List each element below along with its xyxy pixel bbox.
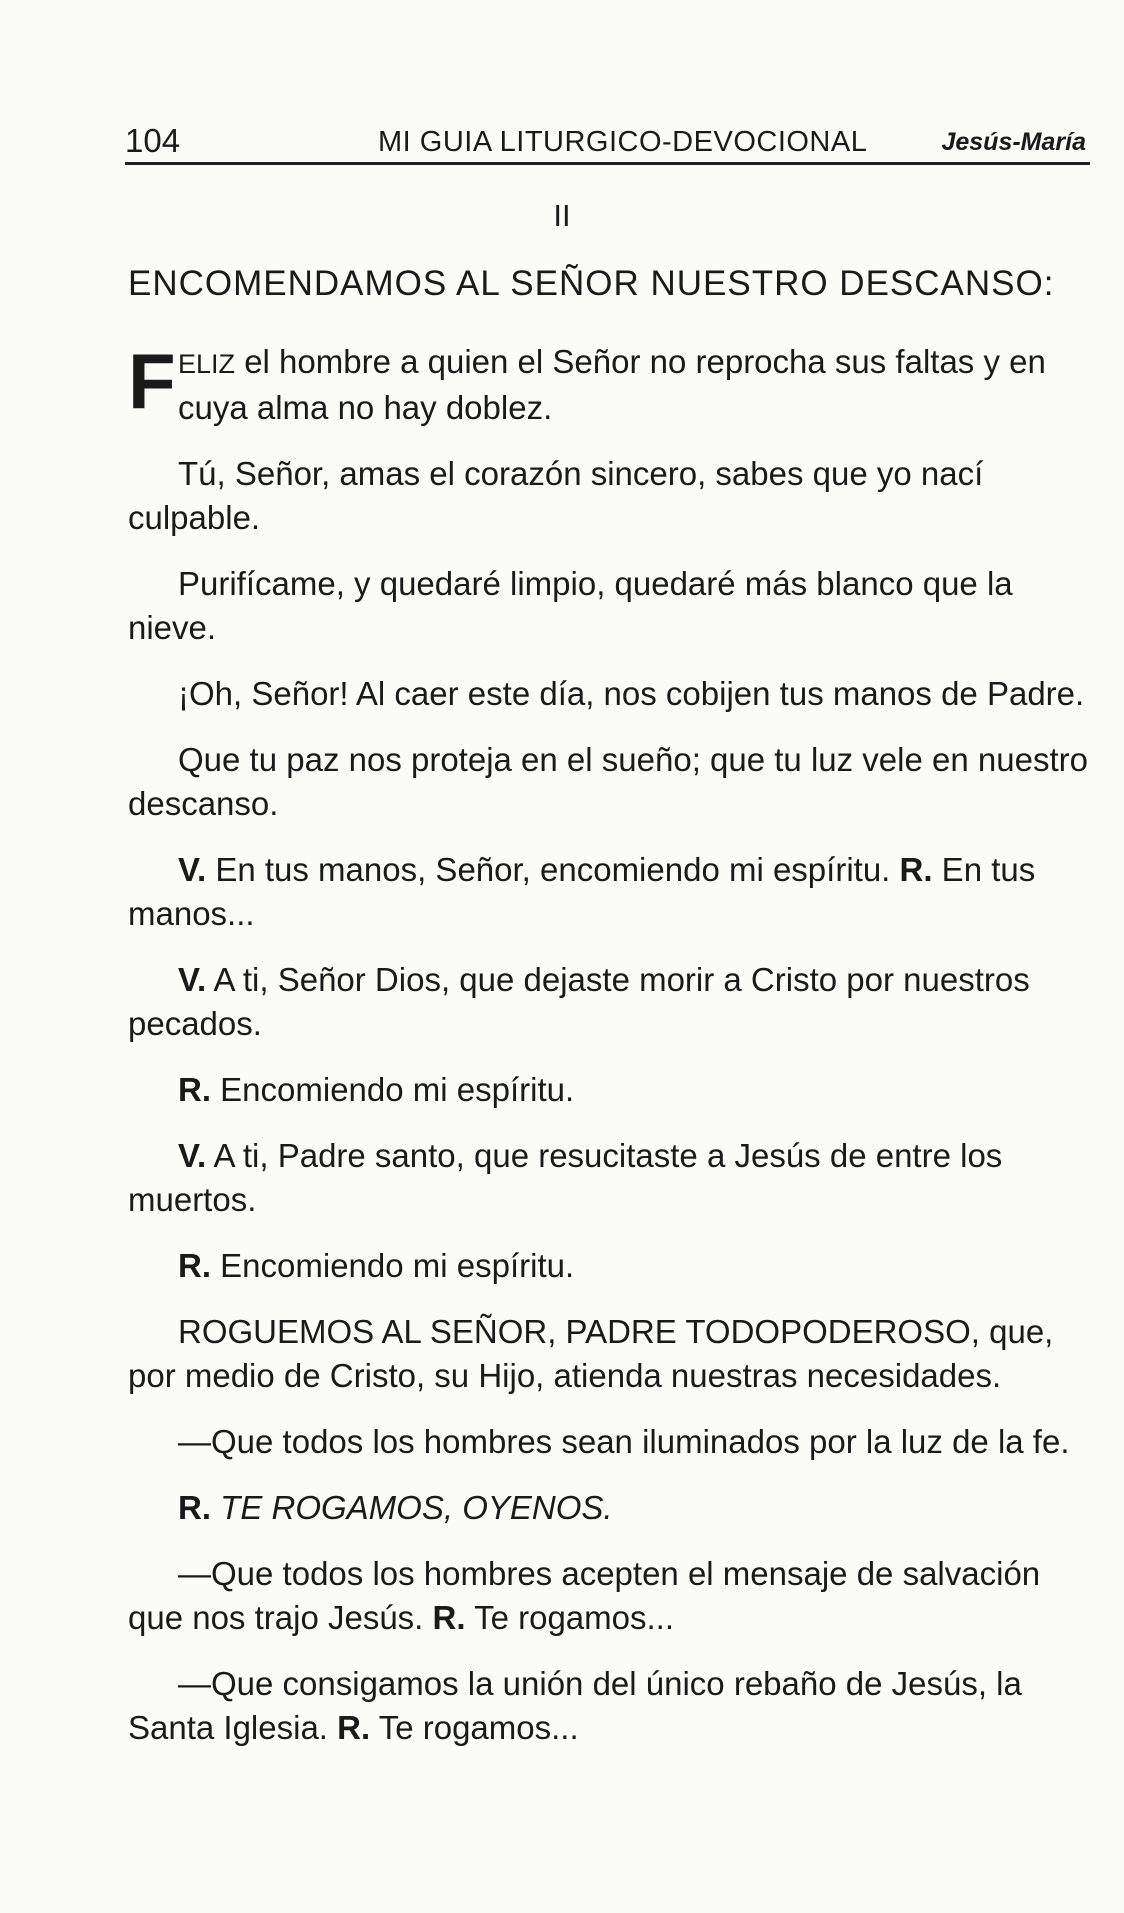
- response-text: Te rogamos...: [465, 1599, 675, 1636]
- response-mark: R.: [178, 1247, 211, 1284]
- small-caps-word: ELIZ: [178, 349, 236, 379]
- versicle-mark: V.: [178, 961, 207, 998]
- response-text: Te rogamos...: [370, 1709, 579, 1746]
- versicle-text: A ti, Señor Dios, que dejaste morir a Cristo por nuestros pecados.: [128, 961, 1030, 1042]
- versicle: [128, 1134, 1088, 1222]
- response-mark: R.: [337, 1709, 371, 1746]
- versicle-text: A ti, Padre santo, que resucitaste a Jesús de entre los muertos.: [128, 1137, 1003, 1218]
- paragraph: Purifícame, y quedaré limpio, quedaré más blanco que la nieve.: [128, 565, 1013, 646]
- response-mark: R.: [432, 1599, 466, 1636]
- petition: [128, 1662, 1088, 1750]
- petition-text: —Que consigamos la unión del único rebaño de Jesús, la Santa Iglesia.: [128, 1665, 1022, 1746]
- petition: [128, 1552, 1088, 1640]
- response-mark: R.: [178, 1071, 211, 1108]
- response-mark: R.: [178, 1489, 211, 1526]
- response-text: TE ROGAMOS, OYENOS.: [211, 1489, 613, 1526]
- prayer-intro: ROGUEMOS AL SEÑOR, PADRE TODOPODEROSO, que, por medio de Cristo, su Hijo, atienda nuestras necesidades.: [128, 1313, 1054, 1394]
- versicle-mark: V.: [178, 1137, 207, 1174]
- paragraph: Tú, Señor, amas el corazón sincero, sabes que yo nací culpable.: [128, 455, 984, 536]
- book-title: MI GUIA LITURGICO-DEVOCIONAL: [378, 126, 868, 158]
- section-heading: ENCOMENDAMOS AL SEÑOR NUESTRO DESCANSO:: [128, 264, 1055, 303]
- section-number: II: [553, 198, 571, 233]
- running-header: [125, 118, 1090, 165]
- response: [128, 1244, 1088, 1288]
- response-text: En tus manos...: [128, 851, 1036, 932]
- response-text: Encomiendo mi espíritu.: [211, 1071, 575, 1108]
- page-number: 104: [125, 122, 181, 159]
- opening-paragraph: [128, 337, 1088, 430]
- response: [128, 1486, 1088, 1530]
- response: [128, 1068, 1088, 1112]
- paragraph: Que tu paz nos proteja en el sueño; que tu luz vele en nuestro descanso.: [128, 741, 1088, 822]
- paragraph: ¡Oh, Señor! Al caer este día, nos cobijen tus manos de Padre.: [178, 675, 1085, 712]
- petition: —Que todos los hombres sean iluminados por la luz de la fe.: [178, 1423, 1070, 1460]
- versicle-mark: V.: [178, 851, 207, 888]
- body-text: [128, 337, 1088, 1750]
- paragraph-text: el hombre a quien el Señor no reprocha sus faltas y en cuya alma no hay doblez.: [178, 343, 1046, 426]
- header-right-text: Jesús-María: [941, 128, 1086, 156]
- versicle-text: En tus manos, Señor, encomiendo mi espíritu.: [206, 851, 900, 888]
- drop-cap: F: [128, 337, 176, 425]
- response-text: Encomiendo mi espíritu.: [211, 1247, 575, 1284]
- versicle: [128, 958, 1088, 1046]
- versicle: [128, 848, 1088, 936]
- response-mark: R.: [899, 851, 933, 888]
- petition-text: —Que todos los hombres acepten el mensaje de salvación que nos trajo Jesús.: [128, 1555, 1041, 1636]
